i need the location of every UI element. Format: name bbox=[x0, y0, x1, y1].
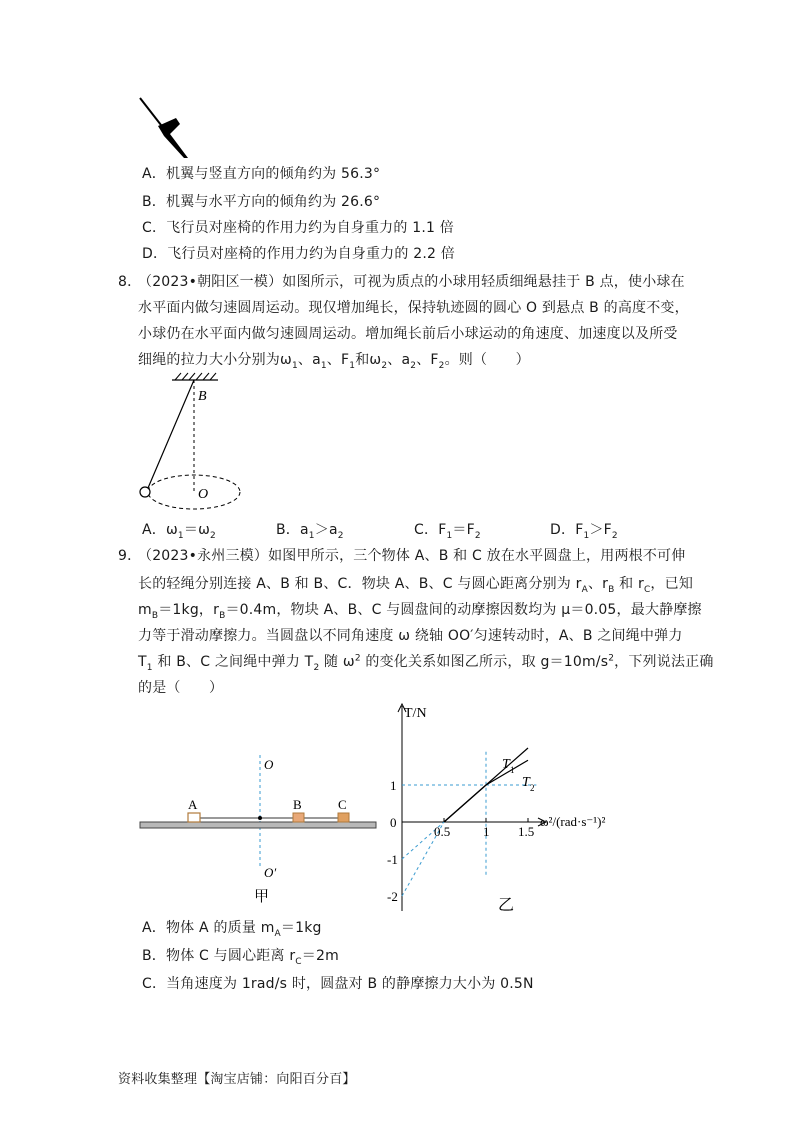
label-b: B bbox=[198, 389, 207, 404]
q8-stem-line-1: （2023•朝阳区一模）如图所示，可视为质点的小球用轻质细绳悬挂于 B 点，使小球在 bbox=[138, 274, 685, 290]
series-label-T2: T bbox=[522, 775, 530, 791]
q9-stem-line-4: 力等于滑动摩擦力。当圆盘以不同角速度 ω 绕轴 OO′匀速转动时，A、B 之间绳中弹力 bbox=[138, 628, 683, 644]
series-label-sub-T2: 2 bbox=[530, 783, 535, 794]
q9-option-c[interactable]: C．当角速度为 1rad/s 时，圆盘对 B 的静摩擦力大小为 0.5N bbox=[142, 976, 534, 992]
caption-jia: 甲 bbox=[254, 887, 270, 905]
q8-stem-line-4: 细绳的拉力大小分别为$\omega_1$、$a_1$、$F_1$和$\omega_2$、$a_2$、$F_2$。则（ ） bbox=[138, 352, 530, 371]
y-tick-label: -1 bbox=[387, 852, 398, 867]
q9-option-a[interactable]: A．物体 A 的质量 $m_A=1kg$ bbox=[142, 920, 322, 939]
disk-center bbox=[258, 816, 262, 820]
caption-yi: 乙 bbox=[498, 895, 515, 914]
ball bbox=[140, 487, 150, 497]
q8-option-c[interactable]: C．$F_1=F_2$ bbox=[414, 522, 481, 541]
label-c: C bbox=[338, 797, 347, 812]
label-a: A bbox=[188, 797, 198, 812]
label-o: O bbox=[198, 487, 209, 502]
q8-stem-line-2: 水平面内做匀速圆周运动。现仅增加绳长，保持轨迹圆的圆心 O 到悬点 B 的高度不变， bbox=[138, 300, 689, 316]
q7-option-d[interactable]: D．飞行员对座椅的作用力约为自身重力的 2.2 倍 bbox=[142, 246, 455, 262]
q8-figure-pendulum bbox=[130, 372, 260, 512]
block-c bbox=[338, 813, 349, 822]
block-b bbox=[293, 813, 304, 822]
x-tick-label: 1.5 bbox=[518, 824, 535, 839]
series-label-T1: T bbox=[502, 757, 510, 772]
q9-figure-yi-chart bbox=[380, 698, 648, 914]
q8-number: 8． bbox=[118, 274, 142, 290]
q8-option-a[interactable]: A．$\omega_1=\omega_2$ bbox=[142, 522, 216, 541]
q9-stem-line-3: $m_B=1kg$，$r_B=0.4m$，物块 A、B、C 与圆盘间的动摩擦因数均为 μ＝0.05，最大静摩擦 bbox=[138, 602, 702, 621]
q9-figure-jia bbox=[138, 755, 380, 905]
q8-stem-line-3: 小球仍在水平面内做匀速圆周运动。增加绳长前后小球运动的角速度、加速度以及所受 bbox=[138, 326, 678, 342]
q7-figure-fragment bbox=[130, 90, 200, 165]
x-tick-label: 0.5 bbox=[434, 824, 451, 839]
label-b: B bbox=[293, 797, 302, 812]
label-o-top: O bbox=[264, 757, 274, 772]
series-label-sub-T1: 1 bbox=[510, 765, 515, 775]
y-tick-label: -2 bbox=[387, 889, 398, 904]
q8-option-b[interactable]: B．$a_1>a_2$ bbox=[276, 522, 344, 541]
footer-note: 资料收集整理【淘宝店铺：向阳百分百】 bbox=[118, 1072, 356, 1087]
q7-option-a[interactable]: A．机翼与竖直方向的倾角约为 56.3° bbox=[142, 166, 381, 182]
x-axis-label: ω²/(rad·s⁻¹)² bbox=[540, 814, 606, 829]
q9-stem-line-5: $T_1$ 和 B、C 之间绳中弹力 $T_2$ 随 $\omega^2$ 的变化关系如图乙所示，取 $g=10m/s^2$，下列说法正确 bbox=[138, 653, 714, 673]
q7-option-c[interactable]: C．飞行员对座椅的作用力约为自身重力的 1.1 倍 bbox=[142, 220, 454, 236]
q9-stem-line-6: 的是（ ） bbox=[138, 680, 224, 696]
q9-stem-line-2: 长的轻绳分别连接 A、B 和 B、C．物块 A、B、C 与圆心距离分别为 $r_A$、$r_B$ 和 $r_C$，已知 bbox=[138, 576, 694, 595]
ceiling-hatch bbox=[175, 373, 216, 380]
block-a bbox=[188, 813, 200, 822]
turntable-disk bbox=[140, 822, 376, 828]
y-tick-label: 1 bbox=[390, 778, 397, 793]
y-axis-label: T/N bbox=[404, 706, 427, 721]
x-tick-label: 1 bbox=[483, 824, 490, 839]
label-o-bottom: O′ bbox=[264, 865, 277, 880]
q7-option-b[interactable]: B．机翼与水平方向的倾角约为 26.6° bbox=[142, 194, 381, 210]
q8-option-d[interactable]: D．$F_1>F_2$ bbox=[550, 522, 618, 541]
y-tick-label: 0 bbox=[390, 815, 397, 830]
q9-stem-line-1: （2023•永州三模）如图甲所示，三个物体 A、B 和 C 放在水平圆盘上，用两根不可伸 bbox=[138, 548, 686, 564]
q9-option-b[interactable]: B．物体 C 与圆心距离 $r_C=2m$ bbox=[142, 948, 339, 967]
q9-number: 9． bbox=[118, 548, 142, 564]
string bbox=[148, 380, 194, 488]
